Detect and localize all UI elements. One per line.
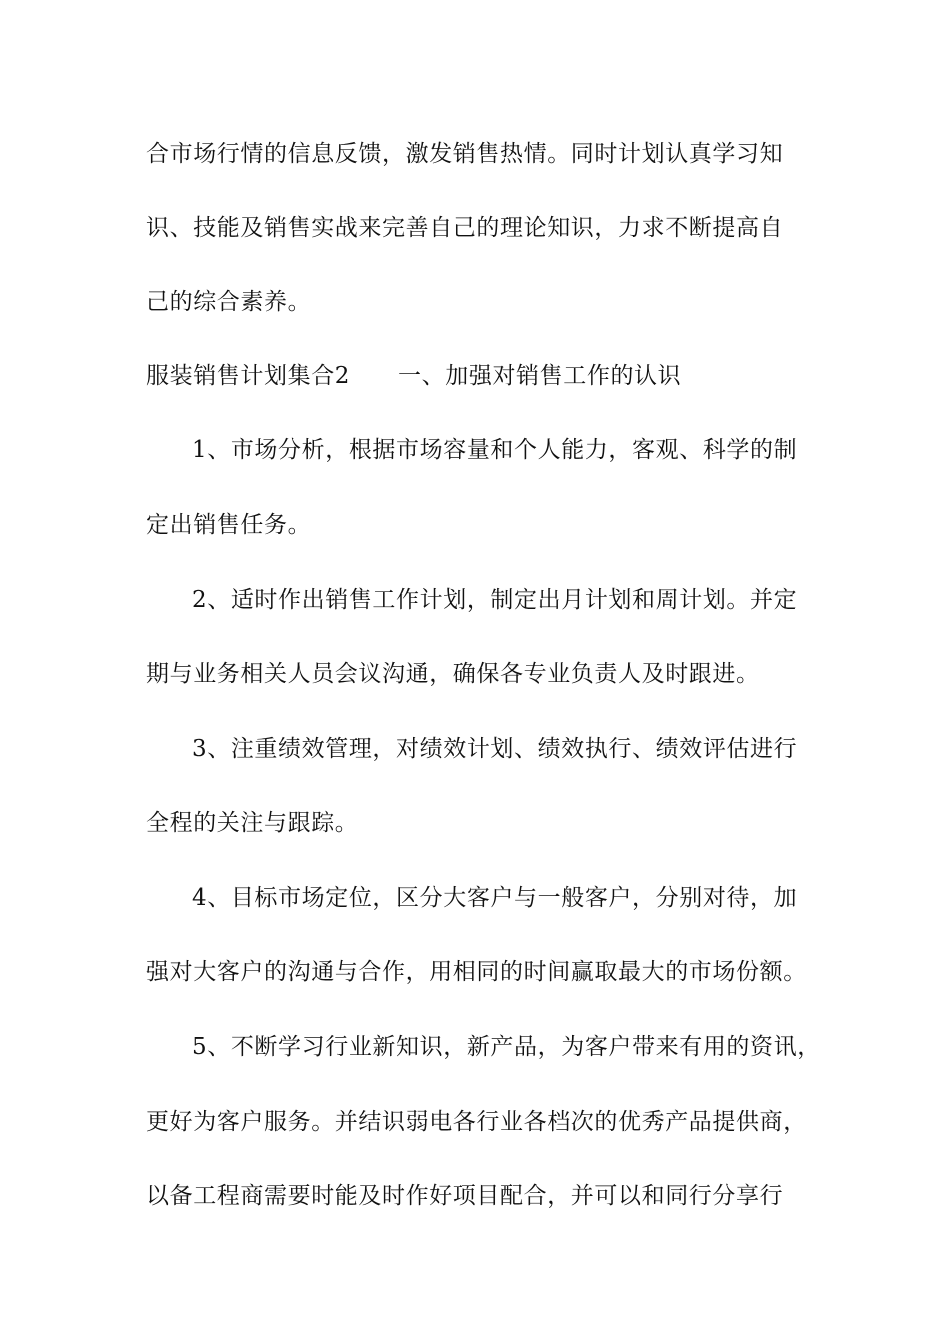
document-title: 服装销售计划集合2 bbox=[146, 363, 351, 389]
section-subtitle: 一、加强对销售工作的认识 bbox=[398, 363, 682, 389]
list-item-line: 以备工程商需要时能及时作好项目配合，并可以和同行分享行 bbox=[146, 1183, 784, 1209]
paragraph-line: 己的综合素养。 bbox=[146, 289, 312, 315]
list-item-line: 1、市场分析，根据市场容量和个人能力，客观、科学的制 bbox=[192, 437, 798, 463]
section-heading bbox=[146, 361, 681, 391]
list-item-line: 更好为客户服务。并结识弱电各行业各档次的优秀产品提供商， bbox=[146, 1109, 807, 1135]
list-item-line: 定出销售任务。 bbox=[146, 512, 312, 538]
list-item-line: 期与业务相关人员会议沟通，确保各专业负责人及时跟进。 bbox=[146, 661, 760, 687]
paragraph-line: 合市场行情的信息反馈，激发销售热情。同时计划认真学习知 bbox=[146, 141, 784, 167]
list-item-line: 2、适时作出销售工作计划，制定出月计划和周计划。并定 bbox=[192, 587, 798, 613]
list-item-line: 4、目标市场定位，区分大客户与一般客户，分别对待，加 bbox=[192, 885, 798, 911]
list-item-line: 3、注重绩效管理，对绩效计划、绩效执行、绩效评估进行 bbox=[192, 736, 798, 762]
list-item-line: 5、不断学习行业新知识，新产品，为客户带来有用的资讯， bbox=[192, 1034, 821, 1060]
list-item-line: 强对大客户的沟通与合作，用相同的时间赢取最大的市场份额。 bbox=[146, 959, 807, 985]
list-item-line: 全程的关注与跟踪。 bbox=[146, 810, 359, 836]
paragraph-line: 识、技能及销售实战来完善自己的理论知识，力求不断提高自 bbox=[146, 215, 784, 241]
